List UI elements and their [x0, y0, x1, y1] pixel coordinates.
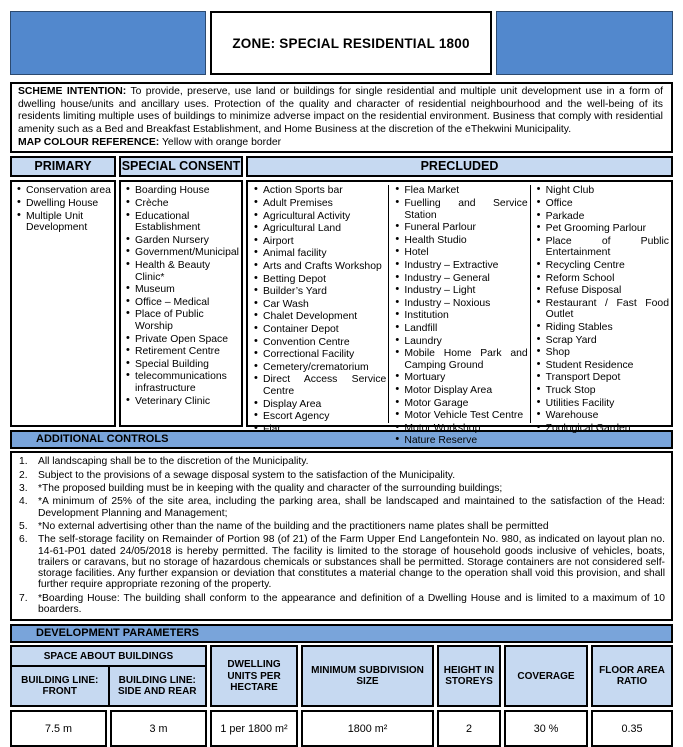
list-item: • Agricultural Activity — [250, 211, 386, 223]
list-item: • Car Wash — [250, 299, 386, 311]
development-parameters-table — [10, 645, 673, 747]
height-in-storeys-value: 2 — [437, 710, 501, 747]
header-right-block — [496, 11, 673, 75]
dwelling-units-header: DWELLING UNITS PER HECTARE — [210, 645, 298, 707]
list-item: • Private Open Space — [122, 334, 240, 346]
minimum-subdivision-value: 1800 m² — [301, 710, 434, 747]
list-item: • Recycling Centre — [533, 260, 669, 272]
list-item: • Transport Depot — [533, 372, 669, 384]
list-item: • Industry – Extractive — [391, 260, 527, 272]
floor-area-ratio-value: 0.35 — [591, 710, 673, 747]
list-item: • Fuelling and Service Station — [391, 198, 527, 221]
scheme-intention-text: SCHEME INTENTION: To provide, preserve, use land or buildings for single residential and multiple unit development use in a form of dwelling house/units and ancillary uses. Protection of the quality and character of residential neighbourhood and the well-being of its residents limiting multiple uses of buildings to minimize adverse impact on the residential environment. Business that comply with residential amenity such as a Bed and Breakfast Establishment, and Home Business at the discretion of the eThekwini Municipality. — [18, 86, 664, 136]
list-item: • Health Studio — [391, 235, 527, 247]
list-item: • telecommunications infrastructure — [122, 371, 240, 394]
map-colour-value: Yellow with orange border — [161, 136, 282, 148]
list-item: • Landfill — [391, 323, 527, 335]
list-item: • Container Depot — [250, 324, 386, 336]
list-item: • Agricultural Land — [250, 223, 386, 235]
primary-header: PRIMARY — [10, 156, 116, 177]
primary-list-cell — [10, 180, 116, 427]
list-item: • Display Area — [250, 399, 386, 411]
list-item: • Museum — [122, 284, 240, 296]
precluded-column-3 — [530, 185, 671, 434]
list-item: • Animal facility — [250, 248, 386, 260]
list-item: • Flat — [250, 424, 386, 436]
list-item: • Restaurant / Fast Food Outlet — [533, 298, 669, 321]
list-item: Subject to the provisions of a sewage disposal system to the satisfaction of the Municipality. — [38, 469, 456, 481]
list-item: • Mortuary — [391, 372, 527, 384]
list-item: • Motor Vehicle Test Centre — [391, 410, 527, 422]
list-item: • Refuse Disposal — [533, 285, 669, 297]
list-item: • Mobile Home Park and Camping Ground — [391, 348, 527, 371]
list-item: • Health & Beauty Clinic* — [122, 260, 240, 283]
list-item: • Student Residence — [533, 360, 669, 372]
zone-title: ZONE: SPECIAL RESIDENTIAL 1800 — [210, 11, 492, 75]
precluded-list-cell — [246, 180, 673, 447]
list-item: • Pet Grooming Parlour — [533, 223, 669, 235]
list-item: *Boarding House: The building shall conform to the appearance and definition of a Dwelling House and is limited to a maximum of 10 boarders. — [38, 592, 665, 615]
list-item: • Chalet Development — [250, 311, 386, 323]
list-item: • Funeral Parlour — [391, 222, 527, 234]
map-colour-reference — [18, 137, 663, 150]
minimum-subdivision-header: MINIMUM SUBDIVISION SIZE — [301, 645, 434, 707]
list-item: • Flea Market — [391, 185, 527, 197]
list-item: • Direct Access Service Centre — [250, 374, 386, 397]
scheme-intention-label: SCHEME INTENTION: — [18, 86, 127, 97]
list-item: All landscaping shall be to the discretion of the Municipality. — [38, 456, 309, 468]
list-item: • Veterinary Clinic — [122, 396, 240, 408]
list-item: • Educational Establishment — [122, 211, 240, 234]
list-item: • Correctional Facility — [250, 349, 386, 361]
floor-area-ratio-header: FLOOR AREA RATIO — [591, 645, 673, 707]
list-item: • Multiple Unit Development — [13, 211, 113, 234]
special-consent-header: SPECIAL CONSENT — [119, 156, 243, 177]
list-item: • Motor Display Area — [391, 385, 527, 397]
precluded-column-2 — [388, 185, 529, 447]
special-consent-list — [122, 185, 240, 407]
list-item: *A minimum of 25% of the site area, including the parking area, shall be landscaped and maintained to the satisfaction of the Head: Development Planning and Management; — [38, 496, 665, 519]
list-item: • Government/Municipal — [122, 247, 240, 259]
space-about-buildings-label: SPACE ABOUT BUILDINGS — [12, 647, 205, 667]
precluded-header: PRECLUDED — [246, 156, 673, 177]
list-item: • Cemetery/crematorium — [250, 362, 386, 374]
list-item: • Office — [533, 198, 669, 210]
additional-controls-header: ADDITIONAL CONTROLS — [10, 430, 673, 449]
space-about-buildings-cell — [10, 645, 207, 707]
list-item: *The proposed building must be in keeping with the quality and character of the surrounding buildings; — [38, 483, 503, 495]
list-item: • Institution — [391, 310, 527, 322]
list-item: • Industry – Light — [391, 285, 527, 297]
list-item: • Builder’s Yard — [250, 286, 386, 298]
list-item: • Parkade — [533, 211, 669, 223]
development-parameters-header: DEVELOPMENT PARAMETERS — [10, 624, 673, 643]
list-item: • Garden Nursery — [122, 235, 240, 247]
additional-controls-box — [10, 451, 673, 621]
title-row — [10, 11, 673, 75]
list-item: • Riding Stables — [533, 322, 669, 334]
list-item: • Hotel — [391, 247, 527, 259]
map-colour-label: MAP COLOUR REFERENCE: — [18, 136, 160, 148]
building-line-front-header: BUILDING LINE: FRONT — [21, 674, 99, 698]
list-item: *No external advertising other than the name of the building and the practitioners name plates shall be permitted — [38, 520, 549, 532]
list-item: • Arts and Crafts Workshop — [250, 261, 386, 273]
list-item: • Special Building — [122, 359, 240, 371]
special-consent-list-cell — [119, 180, 243, 427]
list-item: • Airport — [250, 236, 386, 248]
list-item: • Shop — [533, 347, 669, 359]
list-item: • Industry – Noxious — [391, 298, 527, 310]
list-item: • Crèche — [122, 198, 240, 210]
building-line-side-rear-header: BUILDING LINE: SIDE AND REAR — [108, 667, 206, 705]
list-item: • Utilities Facility — [533, 398, 669, 410]
coverage-header: COVERAGE — [504, 645, 588, 707]
additional-controls-list — [14, 456, 665, 615]
list-item: • Adult Premises — [250, 198, 386, 210]
height-in-storeys-header: HEIGHT IN STOREYS — [437, 645, 501, 707]
list-item: The self-storage facility on Remainder of Portion 98 (of 21) of the Farm Upper End Langefontein No. 980, as indicated on layout plan no. 14-61-P01 dated 24/05/2018 is hereby permitted. The facility is limited to the storage of household goods inclusive of vehicles, boats, trailers or caravans, but no storage of hazardous chemicals or substances shall be permitted. Storage containers are not considered self-storage facilities. Any further expansion or deviation that constitutes a material change to the operation shall void this provision, and shall further require appropriate rezoning of the property. — [38, 534, 665, 591]
list-item: • Truck Stop — [533, 385, 669, 397]
coverage-value: 30 % — [504, 710, 588, 747]
list-item: • Office – Medical — [122, 297, 240, 309]
list-item: • Convention Centre — [250, 337, 386, 349]
list-item: • Action Sports bar — [250, 185, 386, 197]
list-item: • Place of Public Entertainment — [533, 236, 669, 259]
list-item: • Motor Garage — [391, 398, 527, 410]
dwelling-units-value: 1 per 1800 m² — [210, 710, 298, 747]
primary-list — [13, 185, 113, 233]
building-line-side-rear-value: 3 m — [110, 710, 207, 747]
list-item: • Escort Agency — [250, 411, 386, 423]
list-item: • Place of Public Worship — [122, 309, 240, 332]
list-item: • Dwelling House — [13, 198, 113, 210]
list-item: • Motor Workshop — [391, 423, 527, 435]
list-item: • Zoological Garden — [533, 423, 669, 435]
list-item: • Boarding House — [122, 185, 240, 197]
list-item: • Warehouse — [533, 410, 669, 422]
precluded-column-1 — [248, 185, 388, 435]
list-item: • Industry – General — [391, 273, 527, 285]
list-item: • Laundry — [391, 336, 527, 348]
list-item: • Betting Depot — [250, 274, 386, 286]
list-item: • Nature Reserve — [391, 435, 527, 447]
list-item: • Reform School — [533, 273, 669, 285]
list-item: • Retirement Centre — [122, 346, 240, 358]
scheme-intention-box — [10, 82, 673, 153]
list-item: • Scrap Yard — [533, 335, 669, 347]
header-left-block — [10, 11, 206, 75]
list-item: • Conservation area — [13, 185, 113, 197]
list-item: • Night Club — [533, 185, 669, 197]
building-line-front-value: 7.5 m — [10, 710, 107, 747]
